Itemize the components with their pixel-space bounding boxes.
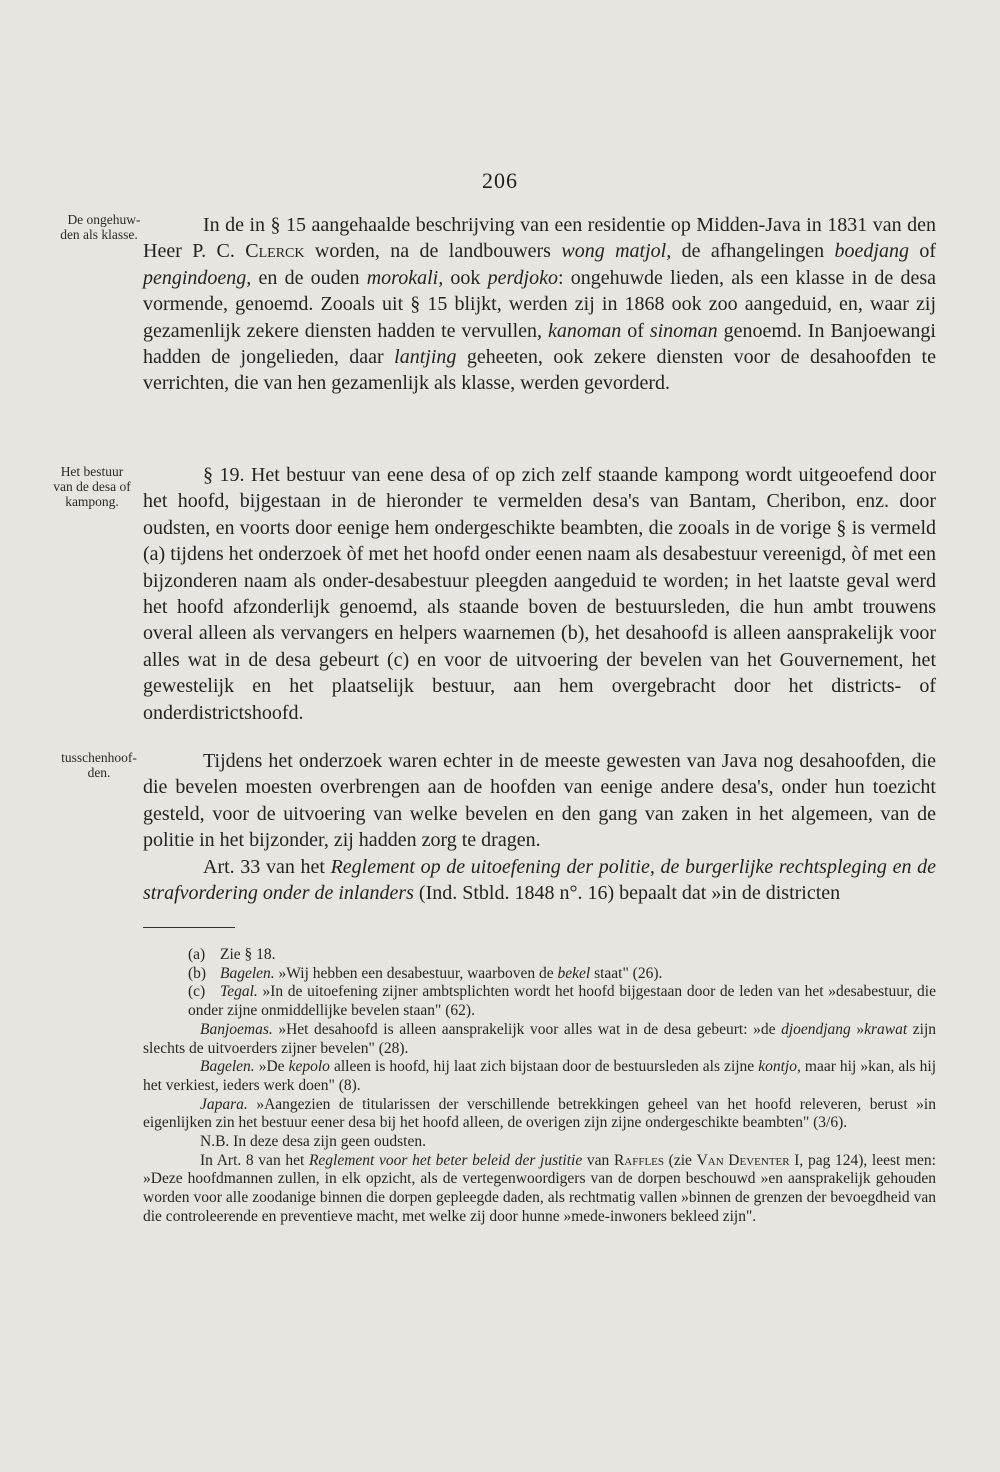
footnote-place: Bagelen. xyxy=(200,1058,255,1076)
text-run: (Ind. Stbld. 1848 n°. 16) bepaalt dat »in de districten xyxy=(413,882,841,905)
paragraph-text xyxy=(143,854,936,907)
text-run: de afhangelingen xyxy=(671,240,835,263)
footnote-text: van xyxy=(582,1151,614,1169)
footnote-text: »Het desahoofd is alleen aansprakelijk voor alles wat in de desa gebeurt: »de xyxy=(272,1020,782,1038)
italic-term: bekel xyxy=(557,964,591,982)
footnote-text: maar hij »kan, als hij het verkiest, ieders werk doen" (8). xyxy=(143,1058,936,1094)
footnote-place: Banjoemas. xyxy=(200,1020,273,1038)
person-name: Van Deventer xyxy=(696,1151,790,1169)
paragraph-3 xyxy=(143,748,936,906)
footnote-text: » xyxy=(850,1020,865,1038)
text-run: ook xyxy=(443,266,488,289)
person-name: Raffles xyxy=(613,1151,665,1169)
footnote-place: Bagelen. xyxy=(220,964,275,982)
margin-note-line: den als klasse. xyxy=(60,227,138,242)
footnote-text: Zie § 18. xyxy=(220,946,276,963)
paragraph-2 xyxy=(143,462,936,726)
text-run: of xyxy=(621,319,650,342)
footnote-place: Tegal. xyxy=(220,983,258,1001)
italic-term: kanoman xyxy=(547,319,622,342)
margin-note-line: van de desa of xyxy=(53,479,131,494)
margin-note-line: den. xyxy=(87,765,111,780)
italic-term: wong matjol, xyxy=(561,240,672,263)
italic-term: krawat xyxy=(864,1020,908,1038)
text-run: In de in § 15 aangehaalde beschrijving van een residentie op Midden-Java in 1831 van den Heer P. C. xyxy=(143,214,936,263)
margin-note-line: kampong. xyxy=(65,494,119,509)
paragraph-1 xyxy=(143,212,936,397)
italic-term: djoendjang xyxy=(781,1020,851,1038)
text-run: genoemd. In Banjoewangi hadden de jongelieden, daar xyxy=(143,319,936,369)
footnote-label: (a) xyxy=(188,946,206,963)
italic-term: pengindoeng, xyxy=(143,266,252,289)
margin-note-ongehuwden xyxy=(56,212,152,242)
footnote-text: (zie xyxy=(664,1151,697,1169)
margin-note-line: Het bestuur xyxy=(60,464,124,479)
text-run: worden, na de landbouwers xyxy=(304,240,562,263)
italic-term: kontjo, xyxy=(758,1058,801,1076)
footnote-a xyxy=(188,946,936,965)
footnote-text: N.B. In deze desa zijn geen oudsten. xyxy=(200,1133,426,1151)
italic-title: Reglement voor het beter beleid der justitie xyxy=(308,1151,583,1169)
margin-note-line: De ongehuw- xyxy=(67,212,141,227)
text-run: Art. 33 van het xyxy=(203,855,331,878)
page-number: 206 xyxy=(482,168,518,193)
footnote-nb xyxy=(143,1133,936,1152)
paragraph-text: § 19. Het bestuur van eene desa of op zich zelf staande kampong wordt uitgeoefend door het hoofd, bijgestaan in de hieronder te vermelden desa's van Bantam, Cheribon, enz. door oudsten, en voorts door eenige hem ondergeschikte beambten, die zooals in de vorige § is vermeld (a) tijdens het onderzoek òf met het hoofd onder eenen naam als desabestuur vereenigd, òf met een bijzonderen naam als onder-desabestuur pleegden aangeduid te worden; in het laatste geval werd het hoofd afzonderlijk genoemd, als staande boven de bestuursleden, die hun ambt trouwens overal alleen als vervangers en helpers waarnemen (b), het desahoofd is alleen aansprakelijk voor alles wat in de desa gebeurt (c) en voor de uitvoering der bevelen van het Gouvernement, het gewestelijk en het plaatselijk bestuur, aan hem overgebracht door het districts- of onderdistrictshoofd. xyxy=(143,464,936,724)
person-name: Clerck xyxy=(245,240,305,263)
footnote-banjoemas xyxy=(143,1021,936,1058)
footnote-text: alleen is hoofd, hij laat zich bijstaan door de bestuursleden als zijne xyxy=(329,1058,759,1076)
footnote-raffles xyxy=(143,1152,936,1227)
footnote-text: zijn slechts de uitvoerders zijner bevelen" (28). xyxy=(143,1020,937,1057)
footnote-text: I, pag 124), leest men: »Deze hoofdmannen zullen, in elk opzicht, als de vertegenwoordigers van de dorpen beschouwd »en aansprakelijk gehouden worden voor alle zoodanige binnen die dorpen gepleegde daden, als rechtmatig vallen »binnen de grenzen der bevoegdheid van die controleerende en preventieve macht, met welke zij door hunne »mede-inwoners bekleed zijn". xyxy=(143,1151,936,1225)
footnote-label: (c) xyxy=(188,983,206,1001)
italic-term: perdjoko xyxy=(487,266,558,289)
footnote-b xyxy=(188,965,936,984)
text-run: en de ouden xyxy=(251,266,367,289)
italic-term: morokali, xyxy=(366,266,444,289)
footnote-c xyxy=(143,983,936,1020)
italic-term: boedjang xyxy=(834,240,909,263)
text-run: : ongehuwde lieden, als een klasse in de desa vormende, genoemd. Zooals uit § 15 blijkt, werden zij in 1868 ook zoo aangeduid, en, waar zij gezamenlijk zekere diensten hadden te vervullen, xyxy=(143,266,936,342)
text-run: geheeten, ook zekere diensten voor de desahoofden te verrichten, die van hen gezamenlijk als klasse, werden gevorderd. xyxy=(143,346,936,395)
footnotes xyxy=(143,946,937,1227)
footnote-text: In Art. 8 van het xyxy=(200,1151,309,1169)
footnote-rule xyxy=(143,927,235,928)
margin-note-bestuur xyxy=(44,464,140,509)
footnote-text: »In de uitoefening zijner ambtsplichten wordt het hoofd bijgestaan door de leden van het »desabestuur, die onder zijne onmiddellijke bevelen staan" (62). xyxy=(188,983,936,1020)
footnote-label: (b) xyxy=(188,964,207,982)
margin-note-tusschenhoofden xyxy=(44,750,154,780)
footnote-text: »Wij hebben een desabestuur, waarboven de xyxy=(274,964,558,982)
italic-term: lantjing xyxy=(394,346,457,369)
italic-term: kepolo xyxy=(288,1058,330,1076)
paragraph-text xyxy=(143,212,936,397)
footnote-text: »Aangezien de titularissen der verschillende betrekkingen geheel van het hoofd releveren, berust »in eigenlijken zin het bestuur eener desa bij het hoofd alleen, de overigen zijn zijne ondergeschikte beambten" (3/6). xyxy=(143,1095,936,1132)
paragraph-text: Tijdens het onderzoek waren echter in de meeste gewesten van Java nog desahoofden, die die bevelen moesten overbrengen aan de hoofden van eenige andere desa's, onder hun toezicht gesteld, voor de uitvoering van welke bevelen en den gang van zaken in het algemeen, van de politie in het bijzonder, zij hadden zorg te dragen. xyxy=(143,750,936,852)
italic-title: Reglement op de uitoefening der politie, de burgerlijke rechtspleging en de strafvordering onder de inlanders xyxy=(143,855,936,905)
text-run: of xyxy=(908,240,936,263)
italic-term: sinoman xyxy=(649,319,718,342)
footnote-bagelen xyxy=(143,1058,936,1095)
footnote-japara xyxy=(143,1096,936,1133)
footnote-place: Japara. xyxy=(200,1095,248,1113)
margin-note-line: tusschenhoof- xyxy=(61,750,137,765)
footnote-text: »De xyxy=(254,1058,289,1076)
footnote-text: staat" (26). xyxy=(590,964,663,982)
